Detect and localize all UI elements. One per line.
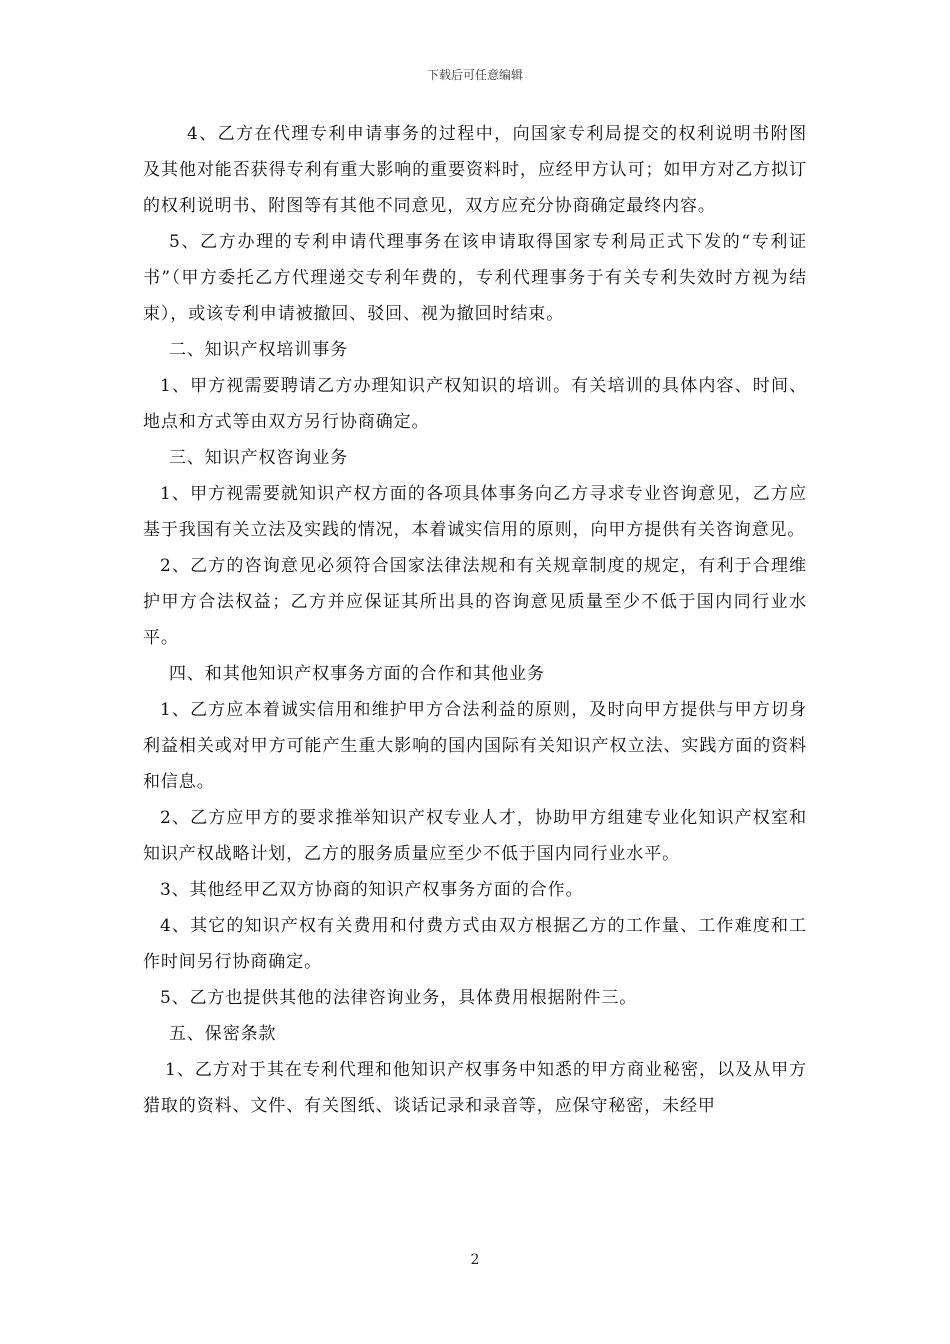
section-heading-confidentiality: 五、保密条款 [169, 1024, 277, 1044]
document-body [143, 116, 807, 1124]
section-heading-consulting: 三、知识产权咨询业务 [169, 448, 348, 468]
section-heading-training: 二、知识产权培训事务 [169, 340, 348, 360]
paragraph-consulting-1: 1、甲方视需要就知识产权方面的各项具体事务向乙方寻求专业咨询意见，乙方应基于我国有关立法及实践的情况，本着诚实信用的原则，向甲方提供有关咨询意见。 [143, 484, 807, 540]
paragraph-cooperation-3: 3、其他经甲乙双方协商的知识产权事务方面的合作。 [160, 880, 584, 900]
paragraph-cooperation-5: 5、乙方也提供其他的法律咨询业务，具体费用根据附件三。 [160, 988, 638, 1008]
section-heading-cooperation: 四、和其他知识产权事务方面的合作和其他业务 [169, 664, 545, 684]
paragraph-cooperation-2: 2、乙方应甲方的要求推举知识产权专业人才，协助甲方组建专业化知识产权室和知识产权战略计划，乙方的服务质量应至少不低于国内同行业水平。 [143, 808, 807, 864]
paragraph-cooperation-1: 1、乙方应本着诚实信用和维护甲方合法利益的原则，及时向甲方提供与甲方切身利益相关或对甲方可能产生重大影响的国内国际有关知识产权立法、实践方面的资料和信息。 [143, 700, 807, 792]
paragraph-cooperation-4: 4、其它的知识产权有关费用和付费方式由双方根据乙方的工作量、工作难度和工作时间另行协商确定。 [143, 916, 807, 972]
paragraph-clause-5-termination: 5、乙方办理的专利申请代理事务在该申请取得国家专利局正式下发的“专利证书”（甲方委托乙方代理递交专利年费的，专利代理事务于有关专利失效时方视为结束），或该专利申请被撤回、驳回、视为撤回时结束。 [143, 232, 807, 324]
page-header: 下载后可任意编辑 [426, 68, 523, 82]
paragraph-training-1: 1、甲方视需要聘请乙方办理知识产权知识的培训。有关培训的具体内容、时间、地点和方式等由双方另行协商确定。 [143, 376, 807, 432]
paragraph-clause-4-submission: 4、乙方在代理专利申请事务的过程中，向国家专利局提交的权利说明书附图及其他对能否获得专利有重大影响的重要资料时，应经甲方认可；如甲方对乙方拟订的权利说明书、附图等有其他不同意见，双方应充分协商确定最终内容。 [143, 124, 807, 216]
page-number: 2 [470, 1252, 480, 1268]
paragraph-consulting-2: 2、乙方的咨询意见必须符合国家法律法规和有关规章制度的规定，有利于合理维护甲方合法权益；乙方并应保证其所出具的咨询意见质量至少不低于国内同行业水平。 [143, 556, 807, 648]
paragraph-confidentiality-1: 1、乙方对于其在专利代理和他知识产权事务中知悉的甲方商业秘密，以及从甲方猎取的资料、文件、有关图纸、谈话记录和录音等，应保守秘密，未经甲 [143, 1060, 807, 1116]
